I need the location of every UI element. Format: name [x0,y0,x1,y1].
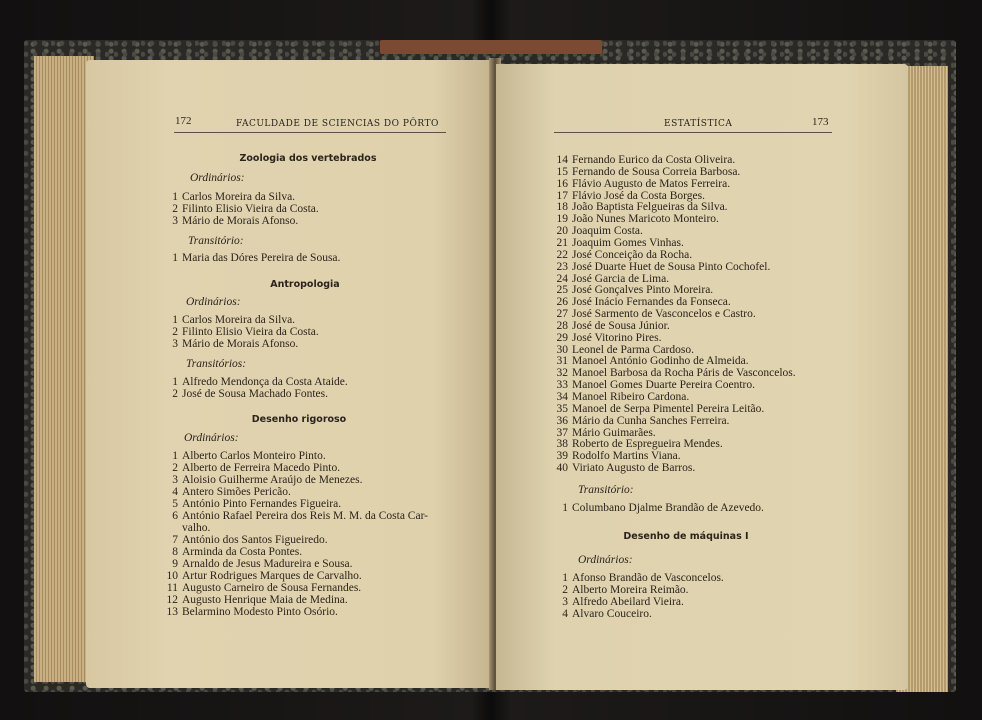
list-item [164,203,319,215]
item-number: 1 [172,252,178,264]
item-name: Fernando Eurico da Costa Oliveira. [572,154,736,166]
item-number: 10 [166,570,178,582]
list-item [158,534,328,546]
item-name: Artur Rodrigues Marques de Carvalho. [182,570,362,582]
item-number: 4 [172,486,178,498]
section-heading: Antropologia [270,279,340,290]
list-item [548,415,729,427]
list-item [164,191,295,203]
item-number: 18 [556,201,568,214]
list-item [548,308,756,320]
item-name: Afonso Brandão de Vasconcelos. [572,572,724,584]
item-name: Rodolfo Martins Viana. [572,450,681,463]
item-number: 32 [556,367,568,380]
item-name: Alberto Moreira Reimão. [572,584,689,596]
item-name: Maria das Dóres Pereira de Sousa. [182,252,341,264]
list-item [548,249,692,261]
item-name: Manoel Gomes Duarte Pereira Coentro. [572,379,755,392]
item-name: Roberto de Espregueira Mendes. [572,438,723,451]
list-item [164,215,298,227]
item-number: 22 [556,248,568,261]
item-name: valho. [182,522,211,534]
list-item [548,427,656,439]
item-name: Arminda da Costa Pontes. [182,546,303,558]
list-item [158,570,362,582]
item-number: 1 [562,572,568,584]
list-item [548,502,764,514]
item-number: 23 [556,260,568,273]
book-spine [380,40,602,54]
item-number: 3 [172,338,178,350]
right-page [496,64,908,690]
item-number: 4 [562,608,568,620]
right-folio: 173 [812,116,829,128]
item-number: 25 [556,284,568,297]
list-item [158,606,338,618]
item-number: 39 [556,450,568,463]
list-item [548,320,670,332]
left-folio: 172 [175,115,192,127]
item-name: Filinto Elisio Vieira da Costa. [182,326,319,338]
list-item [158,474,362,486]
item-name: Manoel Ribeiro Cardona. [572,391,690,403]
item-name: Alvaro Couceiro. [572,608,652,620]
item-number: 15 [556,165,568,178]
item-name: Mário de Morais Afonso. [182,215,299,227]
item-name: José Inácio Fernandes da Fonseca. [572,296,731,309]
list-item [548,296,731,308]
item-name: Columbano Djalme Brandão de Azevedo. [572,502,764,514]
item-name: António Pinto Fernandes Figueira. [182,498,342,510]
item-number: 3 [172,215,178,227]
item-name: João Nunes Maricoto Monteiro. [572,213,719,226]
list-item [548,438,723,450]
item-number: 31 [556,355,568,368]
list-item [548,237,684,249]
item-number: 14 [556,154,568,166]
list-item [158,582,361,594]
item-name: Flávio José da Costa Borges. [572,189,705,202]
item-name: Aloisio Guilherme Araújo de Menezes. [182,474,363,486]
right-running-head: ESTATÍSTICA [664,119,733,129]
list-item [548,332,662,344]
item-number: 35 [556,402,568,415]
item-name: Leonel de Parma Cardoso. [572,343,694,356]
list-item [164,252,340,264]
group-label: Ordinários: [190,172,245,184]
item-name: Augusto Carneiro de Sousa Fernandes. [182,582,362,594]
list-item [548,584,689,596]
item-name: Flávio Augusto de Matos Ferreira. [572,177,731,190]
item-name: Mário Guimarães. [572,426,656,439]
list-item [548,367,796,379]
left-page [86,60,494,688]
list-item [548,213,719,225]
item-name: Arnaldo de Jesus Madureira e Sousa. [182,558,353,570]
item-name: José Conceição da Rocha. [572,248,693,261]
list-item [548,596,684,608]
page-edges-left [34,56,94,682]
group-label: Transitório: [578,484,634,496]
list-item [164,326,319,338]
list-item [164,388,328,400]
item-number: 16 [556,177,568,190]
item-name: José de Sousa Júnior. [572,319,670,332]
item-name: José de Sousa Machado Fontes. [182,388,328,400]
section-heading: Desenho rigoroso [251,414,347,425]
right-head-rule [554,132,832,133]
item-name: Antero Simões Pericão. [182,486,291,498]
item-name: José Vitorino Pires. [572,331,662,344]
list-item [548,284,713,296]
item-number: 28 [556,319,568,332]
item-number: 1 [562,502,568,514]
item-name: Filinto Elisio Vieira da Costa. [182,203,319,215]
item-name: Carlos Moreira da Silva. [182,314,296,326]
list-item [548,355,749,367]
item-number: 2 [172,462,178,474]
list-item [164,338,298,350]
item-name: Carlos Moreira da Silva. [182,191,296,203]
item-number: 40 [556,462,568,475]
list-item [548,273,669,285]
item-number: 34 [556,391,568,403]
item-number: 9 [172,558,178,570]
item-name: João Baptista Felgueiras da Silva. [572,201,728,214]
item-name: José Garcia de Lima. [572,272,670,285]
item-name: Mário da Cunha Sanches Ferreira. [572,414,730,427]
list-item [548,154,735,166]
item-name: José Gonçalves Pinto Moreira. [572,284,714,297]
item-name: Viriato Augusto de Barros. [572,462,696,475]
list-item [548,201,728,213]
section-heading: Desenho de máquinas I [623,531,749,542]
item-number: 3 [562,596,568,608]
item-name: Manoel António Godinho de Almeida. [572,355,749,368]
list-item [158,498,341,510]
group-label: Ordinários: [578,554,633,566]
group-label: Transitório: [188,235,244,247]
item-number: 17 [556,189,568,202]
item-number: 12 [166,594,178,606]
item-number: 24 [556,272,568,285]
list-item [164,376,348,388]
group-label: Ordinários: [186,296,241,308]
list-item [548,403,764,415]
list-item [548,261,770,273]
item-number: 36 [556,414,568,427]
item-name: José Sarmento de Vasconcelos e Castro. [572,308,756,321]
item-number: 6 [172,510,178,522]
item-name: Alberto de Ferreira Macedo Pinto. [182,462,341,474]
item-number: 1 [172,450,178,462]
item-number: 1 [172,314,178,326]
item-number: 8 [172,546,178,558]
list-item [158,594,348,606]
item-name: Manoel de Serpa Pimentel Pereira Leitão. [572,402,765,415]
item-name: Mário de Morais Afonso. [182,338,299,350]
item-number: 29 [556,331,568,344]
item-name: Joaquim Gomes Vinhas. [572,236,684,249]
item-number: 21 [556,236,568,249]
item-number: 2 [562,584,568,596]
list-item [548,379,755,391]
list-item [548,166,740,178]
left-running-head: FACULDADE DE SCIENCIAS DO PÔRTO [236,119,439,129]
group-label: Transitórios: [186,358,247,370]
item-number: 3 [172,474,178,486]
list-item [548,450,681,462]
item-name: Fernando de Sousa Correia Barbosa. [572,165,741,178]
item-name: Alberto Carlos Monteiro Pinto. [182,450,326,462]
list-item [158,486,291,498]
list-item [158,510,428,522]
item-number: 38 [556,438,568,451]
item-number: 11 [166,582,178,594]
item-number: 1 [172,376,178,388]
item-name: José Duarte Huet de Sousa Pinto Cochofel. [572,260,771,273]
item-number: 26 [556,296,568,309]
list-item [548,608,652,620]
list-item [158,546,302,558]
item-name: Augusto Henrique Maia de Medina. [182,594,348,606]
item-number: 20 [556,225,568,238]
list-item [548,572,724,584]
item-number: 19 [556,213,568,226]
item-number: 13 [166,606,178,618]
list-item [548,225,643,237]
list-item-continuation [158,522,210,534]
item-name: Belarmino Modesto Pinto Osório. [182,606,338,618]
item-number: 7 [172,534,178,546]
item-number: 27 [556,308,568,321]
list-item [548,391,689,403]
item-name: Manoel Barbosa da Rocha Páris de Vasconcelos. [572,367,796,380]
item-number: 5 [172,498,178,510]
section-heading: Zoologia dos vertebrados [239,153,377,164]
list-item [158,450,326,462]
list-item [164,314,295,326]
item-number: 1 [172,191,178,203]
left-head-rule [174,132,446,133]
list-item [158,558,353,570]
list-item [548,344,694,356]
group-label: Ordinários: [184,432,239,444]
item-number: 37 [556,426,568,439]
item-number: 2 [172,388,178,400]
list-item [548,178,730,190]
list-item [548,190,705,202]
item-number: 33 [556,379,568,392]
item-name: António Rafael Pereira dos Reis M. M. da Costa Car- [182,510,429,522]
item-number: 30 [556,343,568,356]
item-name: Alfredo Abeilard Vieira. [572,596,684,608]
item-name: Joaquim Costa. [572,225,643,238]
item-number: 2 [172,203,178,215]
item-number: 2 [172,326,178,338]
item-name: Alfredo Mendonça da Costa Ataide. [182,376,348,388]
list-item [158,462,340,474]
item-name: António dos Santos Figueiredo. [182,534,328,546]
list-item [548,462,695,474]
